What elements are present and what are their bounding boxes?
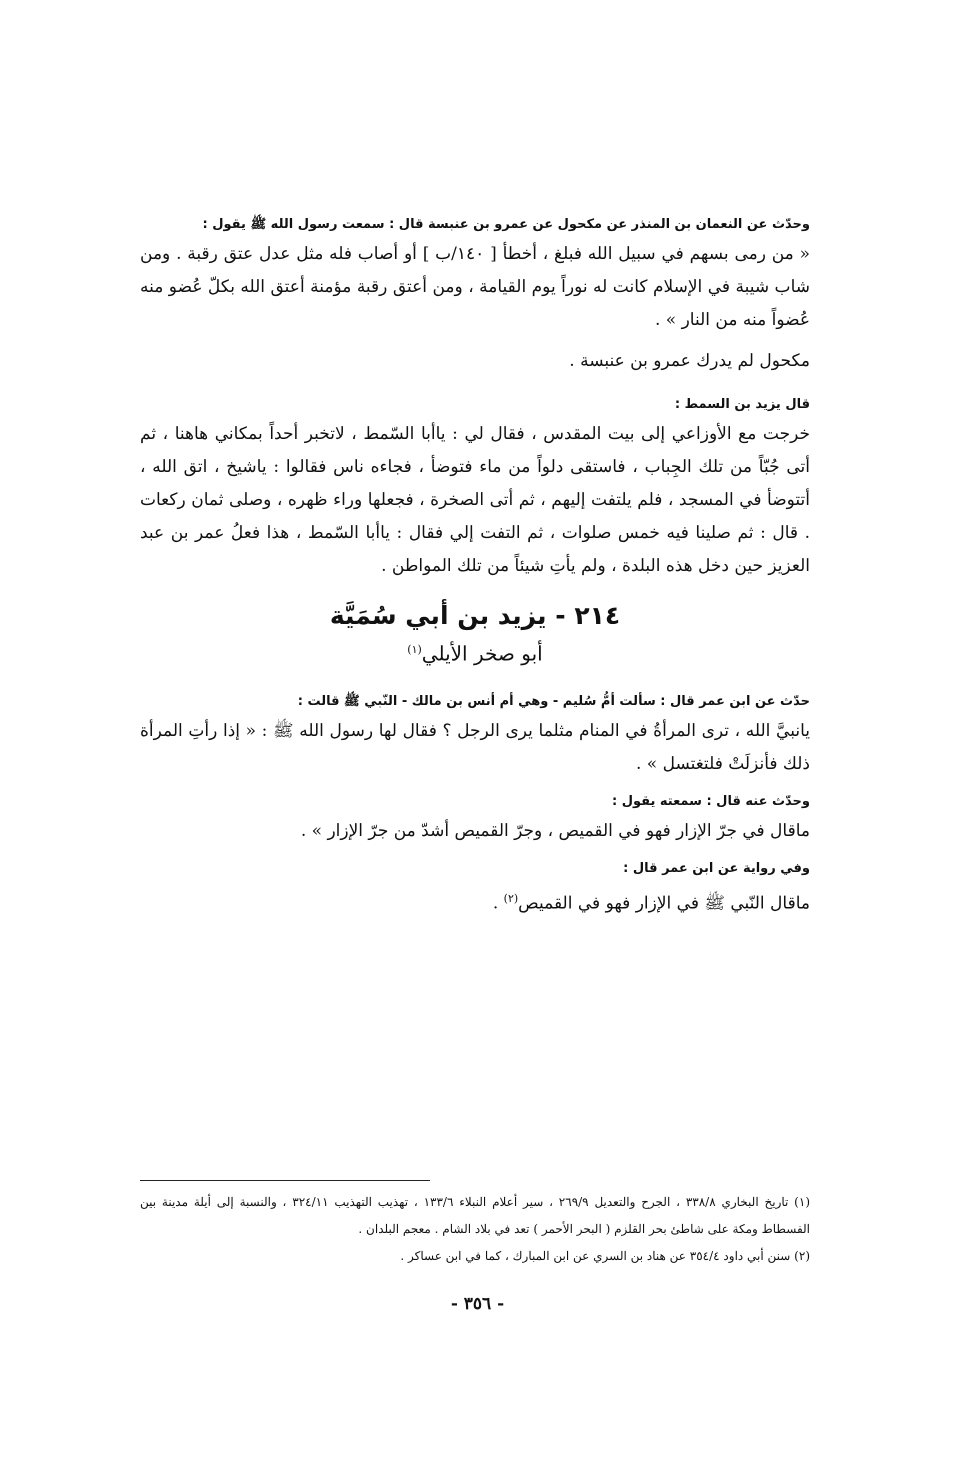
- subtitle-text: أبو صخر الأيلي: [421, 641, 543, 666]
- section1-hadith: « من رمى بسهم في سبيل الله فبلغ ، أخطأ [ ١٤٠/ب ] أو أصاب فله مثل عدل عتق رقبة . ومن شاب شيبة في الإسلام كانت له نوراً يوم القيامة ، ومن أعتق رقبة مؤمنة أعتق الله بكلّ عُضو منه عُضواً منه من النار » .: [140, 244, 811, 330]
- footnotes: [140, 1168, 810, 1270]
- section3-hadith: يانبيَّ الله ، ترى المرأةُ في المنام مثلما يرى الرجل ؟ فقال لها رسول الله ﷺ : « إذا رأتِ المرأة ذلك فأنزلَتْ فلتغتسل » .: [140, 720, 810, 774]
- section3-intro3: وفي رواية عن ابن عمر قال :: [623, 860, 810, 876]
- section3-intro2: وحدّث عنه قال : سمعته يقول :: [611, 793, 810, 809]
- spacer: [140, 781, 810, 789]
- section1-comment: مكحول لم يدرك عمرو بن عنبسة .: [569, 351, 810, 371]
- section2-intro: قال يزيد بن السمط :: [674, 397, 810, 412]
- page-content: [140, 212, 810, 920]
- page-number: - ٣٥٦ -: [450, 1294, 505, 1314]
- hadith3-end: .: [492, 893, 504, 914]
- spacer: [140, 378, 810, 392]
- footnote-1: (١) تاريخ البخاري ٣٣٨/٨ ، الجرح والتعديل ٢٦٩/٩ ، سير أعلام النبلاء ١٣٣/٦ ، تهذيب التهذيب ٣٢٤/١١ ، والنسبة إلى أيلة مدينة بين الفسطاط ومكة على شاطئ بحر القلزم ( البحر الأحمر ) تعد في بلاد الشام . معجم البلدان .: [140, 1195, 811, 1236]
- section2-narration: خرجت مع الأوزاعي إلى بيت المقدس ، فقال لي : ياأبا السّمط ، لاتخبر أحداً بمكاني هاهنا ، ثم أتى جُبّاً من تلك الجِباب ، فاستقى دلواً من ماء فتوضأ ، فجاءه ناس فقالوا : ياشيخ ، اتق الله ، أتتوضأ في المسجد ، فلم يلتفت إليهم ، ثم أتى الصخرة ، فجعلها وراء ظهره ، وصلى ثمان ركعات . قال : ثم صلينا فيه خمس صلوات ، ثم التفت إلي فقال : ياأبا السّمط ، هذا فعلُ عمر بن عبد العزيز حين دخل هذه البلدة ، ولم يأتِ شيئاً من تلك المواطن .: [140, 424, 810, 576]
- footnote-ref-2: (٢): [503, 891, 519, 905]
- section3-hadith3: [140, 882, 810, 921]
- footnote-ref-1: (١): [407, 643, 422, 656]
- section3-intro: حدّث عن ابن عمر قال : سألت أمُّ سُليم - وهي أم أنس بن مالك - النّبي ﷺ قالت :: [297, 693, 810, 709]
- section3-hadith2: ماقال في جرّ الإزار فهو في القميص ، وجرّ القميص أشدّ من جرّ الإزار » .: [300, 820, 810, 841]
- spacer: [140, 337, 810, 345]
- footnote-2: (٢) سنن أبي داود ٣٥٤/٤ عن هناد بن السري عن ابن المبارك ، كما في ابن عساكر .: [400, 1249, 810, 1263]
- section1-intro: وحدّث عن النعمان بن المنذر عن مكحول عن عمرو بن عنبسة قال : سمعت رسول الله ﷺ يقول :: [202, 217, 810, 232]
- biography-title: ٢١٤ - يزيد بن أبي سُمَيَّة: [329, 601, 621, 630]
- hadith3-text: ماقال النّبي ﷺ في الإزار فهو في القميص: [518, 893, 810, 914]
- footnote-divider: [140, 1180, 430, 1181]
- biography-subtitle: [140, 635, 810, 669]
- spacer: [140, 848, 810, 856]
- biography-heading: [140, 597, 810, 669]
